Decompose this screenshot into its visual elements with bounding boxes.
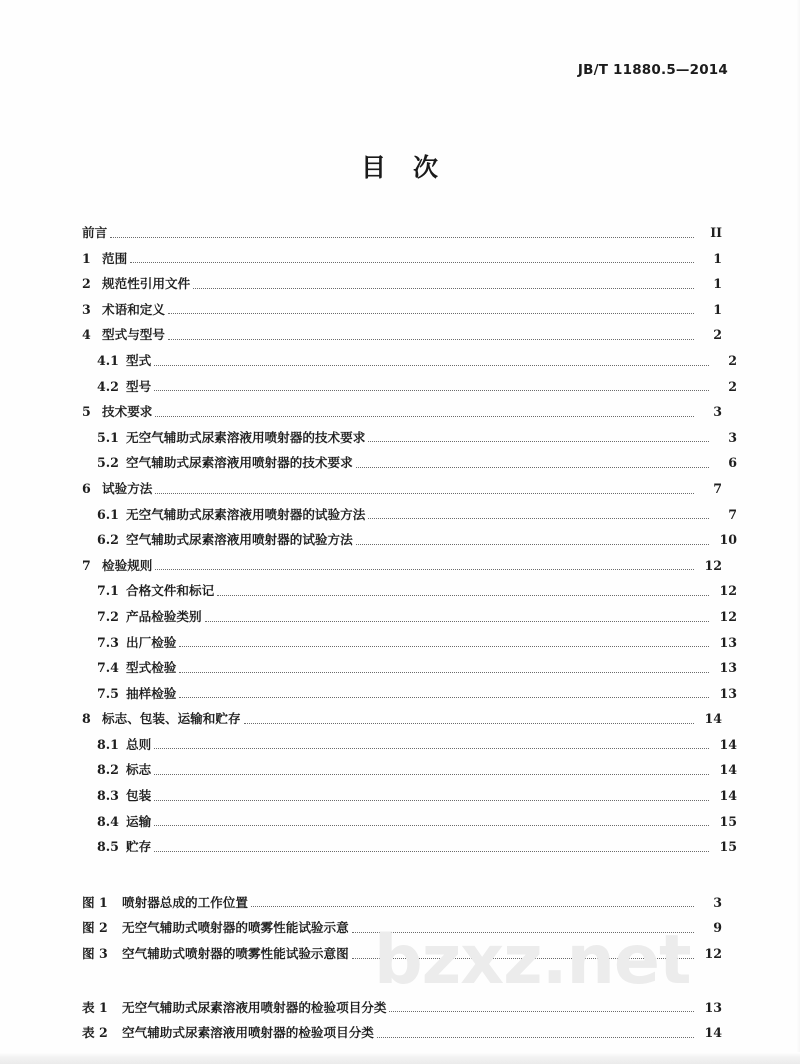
toc-entry-label: 前言 — [82, 225, 108, 240]
toc-entry-number: 8.1 — [97, 736, 119, 752]
dot-leader — [244, 722, 694, 724]
toc-entry-number: 5.2 — [97, 455, 119, 471]
toc-entry-label: 贮存 — [126, 839, 152, 855]
toc-figure-entry-number: 图 3 — [82, 946, 108, 962]
toc-entry-number: 6 — [82, 480, 91, 496]
toc-entry-number: 8.5 — [97, 839, 119, 855]
toc-entry-number: 7.3 — [97, 634, 119, 650]
dot-leader — [154, 824, 709, 826]
toc-entry-number: 4 — [82, 327, 91, 343]
toc-entry-number: 8.4 — [97, 813, 119, 829]
dot-leader — [130, 261, 694, 263]
toc-entry-page-number: 1 — [713, 301, 722, 317]
dot-leader — [193, 287, 694, 289]
toc-entry-page-number: 13 — [719, 685, 737, 701]
page-title-char-1: 目 — [360, 153, 387, 182]
dot-leader — [155, 492, 694, 494]
toc-table-entry-number: 表 2 — [82, 1025, 108, 1041]
toc-table-entry-label: 空气辅助式尿素溶液用喷射器的检验项目分类 — [122, 1025, 374, 1041]
toc-entry[interactable] — [82, 547, 722, 573]
toc-entry-label: 型式 — [126, 352, 152, 368]
toc-entry[interactable] — [82, 240, 722, 266]
toc-entry-number: 7 — [82, 557, 91, 573]
toc-entry-label: 标志 — [126, 762, 152, 778]
toc-entry-label: 无空气辅助式尿素溶液用喷射器的技术要求 — [126, 429, 366, 445]
dot-leader — [154, 747, 709, 749]
dot-leader — [155, 415, 694, 417]
toc-entry-page-number: 1 — [713, 250, 722, 266]
toc-section-list — [82, 214, 737, 855]
toc-entry-number: 6.2 — [97, 532, 119, 548]
toc-table-entry-page-number: 14 — [704, 1025, 722, 1041]
toc-figure-group-spacer — [82, 854, 722, 884]
toc-entry[interactable] — [82, 649, 737, 675]
toc-figure-entry-label: 空气辅助式喷射器的喷雾性能试验示意图 — [122, 946, 349, 962]
toc-entry-page-number: 7 — [713, 480, 722, 496]
toc-entry-label: 标志、包装、运输和贮存 — [102, 711, 241, 727]
page-edge-bottom — [0, 1052, 800, 1064]
toc-entry[interactable] — [82, 265, 722, 291]
toc-entry[interactable] — [82, 393, 722, 419]
toc-figure-entry-number: 图 2 — [82, 920, 108, 936]
page-edge-right — [796, 0, 800, 1064]
toc-entry-page-number: 3 — [713, 404, 722, 420]
page-title-char-2: 次 — [413, 153, 440, 182]
toc-entry-page-number: 15 — [719, 813, 737, 829]
dot-leader — [251, 905, 694, 907]
page-title — [0, 148, 800, 184]
toc-table-entry-label: 无空气辅助式尿素溶液用喷射器的检验项目分类 — [122, 999, 387, 1015]
toc-entry[interactable] — [82, 496, 737, 522]
toc-entry-page-number: 12 — [704, 557, 722, 573]
toc-entry-page-number: 2 — [713, 327, 722, 343]
toc-entry-label: 无空气辅助式尿素溶液用喷射器的试验方法 — [126, 506, 366, 522]
toc-figure-entry-page-number: 9 — [713, 920, 722, 936]
toc-entry-number: 8 — [82, 711, 91, 727]
toc-entry-number: 8.2 — [97, 762, 119, 778]
toc-entry-page-number: II — [710, 225, 722, 240]
toc-entry-number: 2 — [82, 276, 91, 292]
toc-entry[interactable] — [82, 368, 737, 394]
toc-entry-page-number: 12 — [719, 583, 737, 599]
dot-leader — [110, 236, 694, 238]
toc-entry[interactable] — [82, 316, 722, 342]
dot-leader — [154, 389, 709, 391]
dot-leader — [168, 338, 694, 340]
toc-table-entry-page-number: 13 — [704, 999, 722, 1015]
toc-entry-label: 产品检验类别 — [126, 608, 202, 624]
dot-leader — [377, 1036, 694, 1038]
toc-entry-number: 4.1 — [97, 352, 119, 368]
table-of-contents — [82, 214, 737, 1041]
toc-table-entry-number: 表 1 — [82, 999, 108, 1015]
toc-entry-label: 术语和定义 — [102, 301, 165, 317]
toc-entry-number: 5 — [82, 404, 91, 420]
toc-entry[interactable] — [82, 470, 722, 496]
toc-entry[interactable] — [82, 624, 737, 650]
toc-entry-label: 空气辅助式尿素溶液用喷射器的技术要求 — [126, 455, 353, 471]
toc-entry-page-number: 13 — [719, 660, 737, 676]
dot-leader — [368, 440, 709, 442]
toc-entry-number: 3 — [82, 301, 91, 317]
dot-leader — [205, 620, 709, 622]
dot-leader — [154, 364, 709, 366]
toc-entry-page-number: 12 — [719, 608, 737, 624]
toc-entry[interactable] — [82, 572, 737, 598]
standard-number-header: JB/T 11880.5—2014 — [577, 62, 728, 78]
dot-leader — [356, 543, 709, 545]
toc-entry-page-number: 2 — [728, 352, 737, 368]
toc-entry[interactable] — [82, 726, 737, 752]
toc-entry-label: 技术要求 — [102, 404, 153, 420]
toc-entry[interactable] — [82, 342, 737, 368]
toc-entry-number: 1 — [82, 250, 91, 266]
toc-entry-label: 检验规则 — [102, 557, 153, 573]
toc-figure-entry-label: 无空气辅助式喷射器的喷雾性能试验示意 — [122, 920, 349, 936]
toc-entry-label: 型式检验 — [126, 660, 177, 676]
toc-entry-page-number: 3 — [728, 429, 737, 445]
toc-entry[interactable] — [82, 777, 737, 803]
toc-entry-label: 型号 — [126, 378, 152, 394]
toc-entry[interactable] — [82, 214, 722, 240]
dot-leader — [154, 773, 709, 775]
dot-leader — [168, 312, 694, 314]
toc-entry[interactable] — [82, 419, 737, 445]
dot-leader — [179, 671, 709, 673]
toc-entry-label: 规范性引用文件 — [102, 276, 191, 292]
toc-entry-number: 7.5 — [97, 685, 119, 701]
dot-leader — [217, 594, 709, 596]
toc-entry-page-number: 14 — [719, 788, 737, 804]
toc-entry-label: 试验方法 — [102, 480, 153, 496]
dot-leader — [179, 696, 709, 698]
dot-leader — [155, 568, 694, 570]
dot-leader — [154, 799, 709, 801]
toc-entry-label: 包装 — [126, 788, 152, 804]
toc-entry-number: 7.2 — [97, 608, 119, 624]
toc-entry-page-number: 6 — [728, 455, 737, 471]
toc-entry-page-number: 13 — [719, 634, 737, 650]
toc-figure-entry-number: 图 1 — [82, 894, 108, 910]
toc-figure-entry-label: 喷射器总成的工作位置 — [122, 894, 248, 910]
site-watermark: bzxz.net — [374, 921, 691, 1000]
toc-entry-number: 8.3 — [97, 788, 119, 804]
dot-leader — [179, 645, 709, 647]
toc-entry[interactable] — [82, 521, 737, 547]
toc-entry-label: 范围 — [102, 250, 128, 266]
toc-entry-label: 型式与型号 — [102, 327, 165, 343]
toc-entry-number: 7.1 — [97, 583, 119, 599]
toc-entry-label: 合格文件和标记 — [126, 583, 215, 599]
toc-entry-number: 7.4 — [97, 660, 119, 676]
dot-leader — [368, 517, 709, 519]
toc-entry-page-number: 14 — [719, 762, 737, 778]
toc-entry-number: 6.1 — [97, 506, 119, 522]
toc-entry[interactable] — [82, 444, 737, 470]
dot-leader — [154, 850, 709, 852]
toc-figure-entry-page-number: 12 — [704, 946, 722, 962]
toc-entry-label: 总则 — [126, 736, 152, 752]
toc-table-entry[interactable] — [82, 1014, 722, 1040]
toc-figure-entry[interactable] — [82, 884, 722, 910]
toc-entry-label: 出厂检验 — [126, 634, 177, 650]
toc-entry[interactable] — [82, 828, 737, 854]
toc-entry-page-number: 1 — [713, 276, 722, 292]
toc-entry-label: 空气辅助式尿素溶液用喷射器的试验方法 — [126, 532, 353, 548]
toc-entry-page-number: 10 — [719, 532, 737, 548]
toc-entry[interactable] — [82, 675, 737, 701]
toc-entry-page-number: 7 — [728, 506, 737, 522]
toc-entry-page-number: 14 — [704, 711, 722, 727]
toc-entry-page-number: 2 — [728, 378, 737, 394]
dot-leader — [389, 1010, 694, 1012]
toc-entry-label: 抽样检验 — [126, 685, 177, 701]
toc-entry-number: 5.1 — [97, 429, 119, 445]
toc-entry[interactable] — [82, 803, 737, 829]
dot-leader — [356, 466, 709, 468]
toc-entry[interactable] — [82, 598, 737, 624]
toc-entry-label: 运输 — [126, 813, 152, 829]
toc-entry-number: 4.2 — [97, 378, 119, 394]
toc-entry[interactable] — [82, 700, 722, 726]
toc-entry-page-number: 14 — [719, 736, 737, 752]
toc-figure-entry-page-number: 3 — [713, 894, 722, 910]
toc-entry-page-number: 15 — [719, 839, 737, 855]
toc-entry[interactable] — [82, 751, 737, 777]
toc-entry[interactable] — [82, 291, 722, 317]
